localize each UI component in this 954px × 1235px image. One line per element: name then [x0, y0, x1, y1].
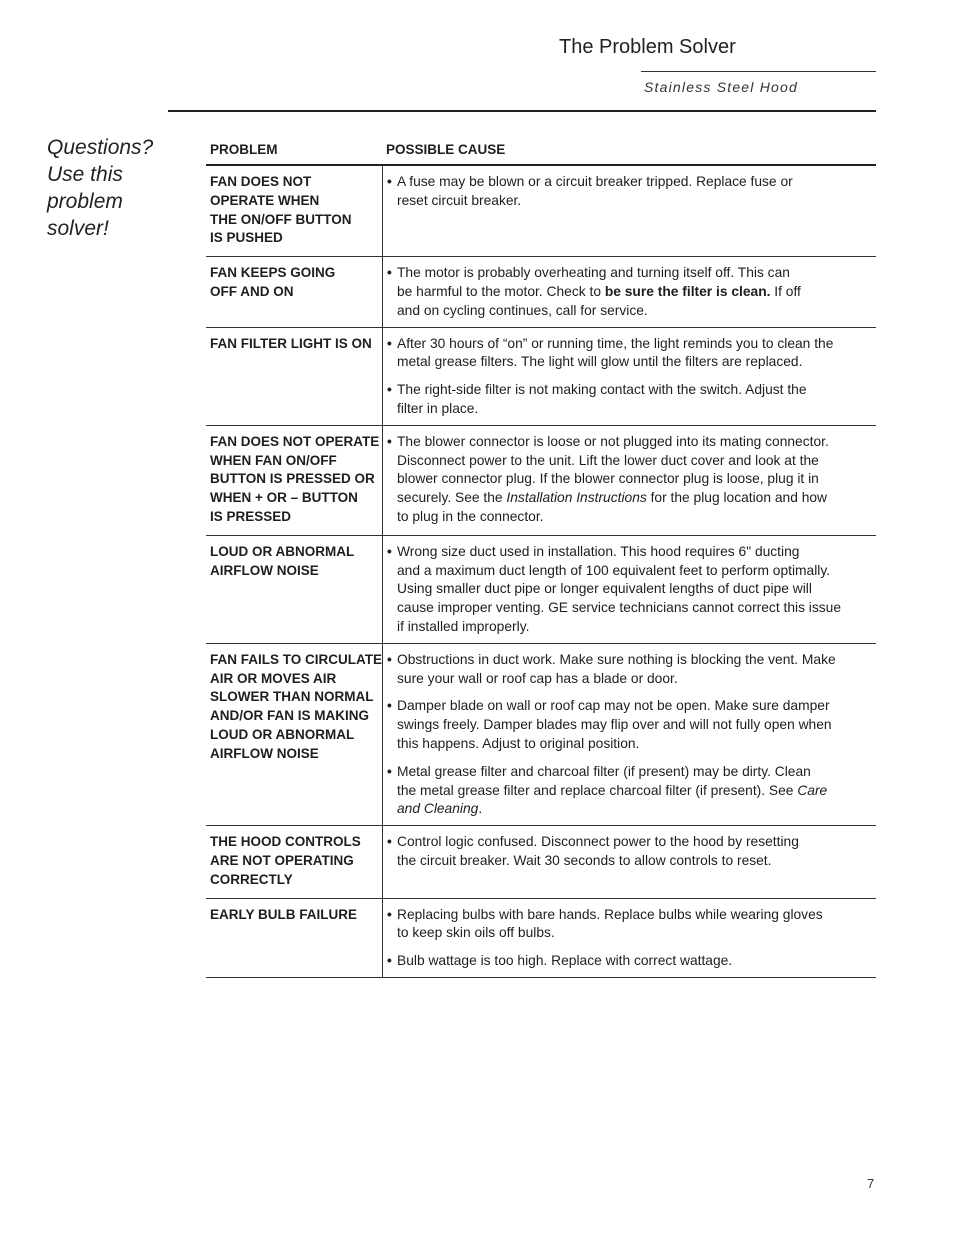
cause-text: be harmful to the motor. Check to	[397, 283, 605, 299]
cause-text: If off	[770, 283, 801, 299]
cause-item	[387, 173, 876, 211]
cause-line	[397, 400, 876, 419]
problem-text: FAN DOES NOT OPERATE	[210, 433, 380, 449]
cause-cell	[382, 536, 876, 643]
cause-line	[397, 508, 876, 527]
cause-text: and a maximum duct length of 100 equivalent feet to perform optimally.	[397, 562, 831, 578]
problem-text: LOUD OR ABNORMAL	[210, 726, 355, 742]
cause-item	[387, 952, 876, 971]
header-divider	[168, 110, 876, 112]
cause-line	[397, 335, 876, 354]
cause-text: Control logic confused. Disconnect power to the hood by resetting	[397, 834, 799, 850]
table-row	[206, 899, 876, 978]
problem-cell	[206, 328, 382, 425]
cause-cell	[382, 166, 876, 256]
sidebar-callout	[47, 134, 172, 242]
problem-text: THE HOOD CONTROLS	[210, 834, 361, 850]
problem-text: WHEN + OR – BUTTON	[210, 490, 358, 506]
cause-line	[397, 852, 876, 871]
cause-text: Disconnect power to the unit. Lift the lower duct cover and look at the	[397, 452, 819, 468]
cause-line	[397, 651, 876, 670]
cause-line	[397, 543, 876, 562]
cause-text: filter in place.	[397, 400, 479, 416]
problem-text: CORRECTLY	[210, 871, 293, 887]
cause-item	[387, 697, 876, 753]
bullet-icon: •	[387, 834, 392, 850]
page-title: The Problem Solver	[559, 36, 736, 58]
problem-text: EARLY BULB FAILURE	[210, 906, 358, 922]
bullet-icon: •	[387, 382, 392, 398]
table-row	[206, 536, 876, 644]
problem-text: WHEN FAN ON/OFF	[210, 452, 337, 468]
cause-line	[397, 782, 876, 801]
problem-cell	[206, 426, 382, 535]
cause-text: to plug in the connector.	[397, 508, 544, 524]
cause-cell	[382, 257, 876, 326]
cause-line	[397, 489, 876, 508]
cause-line	[397, 562, 876, 581]
cause-text: securely. See the	[397, 490, 507, 506]
cause-line	[397, 192, 876, 211]
table-row	[206, 328, 876, 426]
table-body	[206, 166, 876, 978]
cause-item	[387, 381, 876, 419]
cause-text: the metal grease filter and replace charcoal filter (if present). See	[397, 782, 798, 798]
problem-text: OFF AND ON	[210, 283, 294, 299]
column-header-problem: PROBLEM	[210, 142, 278, 157]
cause-line	[397, 833, 876, 852]
cause-line	[397, 283, 876, 302]
cause-text: blower connector plug. If the blower connector plug is loose, plug it in	[397, 471, 819, 487]
problem-text: AIRFLOW NOISE	[210, 745, 319, 761]
cause-text: sure your wall or roof cap has a blade or door.	[397, 670, 678, 686]
cause-line	[397, 433, 876, 452]
problem-text: AND/OR FAN IS MAKING	[210, 708, 370, 724]
cause-line	[397, 302, 876, 321]
bullet-icon: •	[387, 265, 392, 281]
bullet-icon: •	[387, 335, 392, 351]
problem-cell	[206, 166, 382, 256]
problem-text: FAN DOES NOT	[210, 174, 312, 189]
cause-text: cause improper venting. GE service technicians cannot correct this issue	[397, 600, 842, 616]
problem-text: FAN FILTER LIGHT IS ON	[210, 335, 372, 351]
column-header-possible-cause: POSSIBLE CAUSE	[386, 142, 506, 157]
table-header	[206, 140, 876, 166]
cause-line	[397, 580, 876, 599]
cause-text: The motor is probably overheating and turning itself off. This can	[397, 265, 790, 281]
cause-line	[397, 452, 876, 471]
page-subtitle: Stainless Steel Hood	[644, 79, 798, 95]
problem-text: BUTTON IS PRESSED OR	[210, 471, 375, 487]
cause-item	[387, 264, 876, 320]
table-row	[206, 826, 876, 898]
cause-line	[397, 618, 876, 637]
cause-cell	[382, 426, 876, 535]
cause-text: metal grease filters. The light will glow until the filters are replaced.	[397, 354, 803, 370]
cause-item	[387, 763, 876, 819]
bullet-icon: •	[387, 433, 392, 449]
cause-text: Bulb wattage is too high. Replace with correct wattage.	[397, 953, 733, 969]
cause-line	[397, 670, 876, 689]
cause-text: After 30 hours of “on” or running time, the light reminds you to clean the	[397, 335, 834, 351]
bullet-icon: •	[387, 906, 392, 922]
cause-text: Replacing bulbs with bare hands. Replace bulbs while wearing gloves	[397, 906, 823, 922]
problem-text: IS PUSHED	[210, 230, 283, 246]
table-row	[206, 166, 876, 257]
problem-text: AIR OR MOVES AIR	[210, 670, 337, 686]
cause-cell	[382, 899, 876, 977]
bullet-icon: •	[387, 651, 392, 667]
bullet-icon: •	[387, 174, 392, 189]
problem-cell	[206, 536, 382, 643]
cause-line	[397, 470, 876, 489]
cause-item	[387, 335, 876, 373]
sidebar-callout-line: problem	[47, 190, 123, 213]
cause-text: Wrong size duct used in installation. This hood requires 6" ducting	[397, 543, 800, 559]
cause-text: .	[478, 801, 483, 817]
bullet-icon: •	[387, 763, 392, 779]
problem-text: THE ON/OFF BUTTON	[210, 211, 352, 227]
cause-cell	[382, 328, 876, 425]
problem-text: FAN KEEPS GOING	[210, 265, 336, 281]
cause-item	[387, 651, 876, 689]
cause-text: Using smaller duct pipe or longer equivalent lengths of duct pipe will	[397, 581, 812, 597]
problem-cell	[206, 899, 382, 977]
bullet-icon: •	[387, 698, 392, 714]
cause-item	[387, 543, 876, 637]
table-row	[206, 257, 876, 327]
cause-text: this happens. Adjust to original position.	[397, 735, 640, 751]
cause-text: Installation Instructions	[506, 490, 647, 506]
cause-cell	[382, 826, 876, 897]
cause-item	[387, 433, 876, 527]
cause-line	[397, 952, 876, 971]
cause-line	[397, 381, 876, 400]
sidebar-callout-line: solver!	[47, 217, 109, 240]
cause-line	[397, 599, 876, 618]
cause-text: Care	[797, 782, 828, 798]
cause-line	[397, 800, 876, 819]
header-divider-short	[641, 71, 876, 72]
cause-text: Damper blade on wall or roof cap may not be open. Make sure damper	[397, 698, 830, 714]
cause-line	[397, 906, 876, 925]
problem-text: ARE NOT OPERATING	[210, 852, 354, 868]
table-row	[206, 644, 876, 826]
cause-cell	[382, 644, 876, 825]
cause-text: if installed improperly.	[397, 618, 530, 634]
problem-text: AIRFLOW NOISE	[210, 562, 319, 578]
problem-text: FAN FAILS TO CIRCULATE	[210, 651, 382, 667]
problem-text: SLOWER THAN NORMAL	[210, 689, 374, 705]
cause-text: and on cycling continues, call for service.	[397, 302, 648, 318]
problem-text: IS PRESSED	[210, 508, 292, 524]
cause-line	[397, 763, 876, 782]
page-number: 7	[867, 1176, 875, 1191]
cause-text: The right-side filter is not making contact with the switch. Adjust the	[397, 382, 807, 398]
cause-line	[397, 924, 876, 943]
cause-line	[397, 716, 876, 735]
cause-line	[397, 173, 876, 192]
problem-text: OPERATE WHEN	[210, 192, 320, 208]
cause-text: the circuit breaker. Wait 30 seconds to allow controls to reset.	[397, 852, 772, 868]
problem-cell	[206, 644, 382, 825]
cause-text: A fuse may be blown or a circuit breaker tripped. Replace fuse or	[397, 174, 793, 189]
cause-text: to keep skin oils off bulbs.	[397, 925, 555, 941]
cause-text: for the plug location and how	[646, 490, 828, 506]
bullet-icon: •	[387, 543, 392, 559]
cause-line	[397, 697, 876, 716]
cause-line	[397, 353, 876, 372]
cause-text: and Cleaning	[397, 801, 479, 817]
problem-cell	[206, 257, 382, 326]
cause-text: be sure the filter is clean.	[604, 283, 771, 299]
cause-line	[397, 735, 876, 754]
cause-text: Obstructions in duct work. Make sure nothing is blocking the vent. Make	[397, 651, 836, 667]
problem-cell	[206, 826, 382, 897]
cause-text: swings freely. Damper blades may flip over and will not fully open when	[397, 717, 832, 733]
table-row	[206, 426, 876, 536]
cause-text: The blower connector is loose or not plugged into its mating connector.	[397, 433, 829, 449]
sidebar-callout-line: Use this	[47, 163, 123, 186]
problem-solver-table	[206, 140, 876, 978]
cause-item	[387, 906, 876, 944]
cause-line	[397, 264, 876, 283]
cause-item	[387, 833, 876, 871]
cause-text: reset circuit breaker.	[397, 192, 522, 208]
bullet-icon: •	[387, 953, 392, 969]
cause-text: Metal grease filter and charcoal filter (if present) may be dirty. Clean	[397, 763, 811, 779]
problem-text: LOUD OR ABNORMAL	[210, 543, 355, 559]
sidebar-callout-line: Questions?	[47, 136, 154, 159]
